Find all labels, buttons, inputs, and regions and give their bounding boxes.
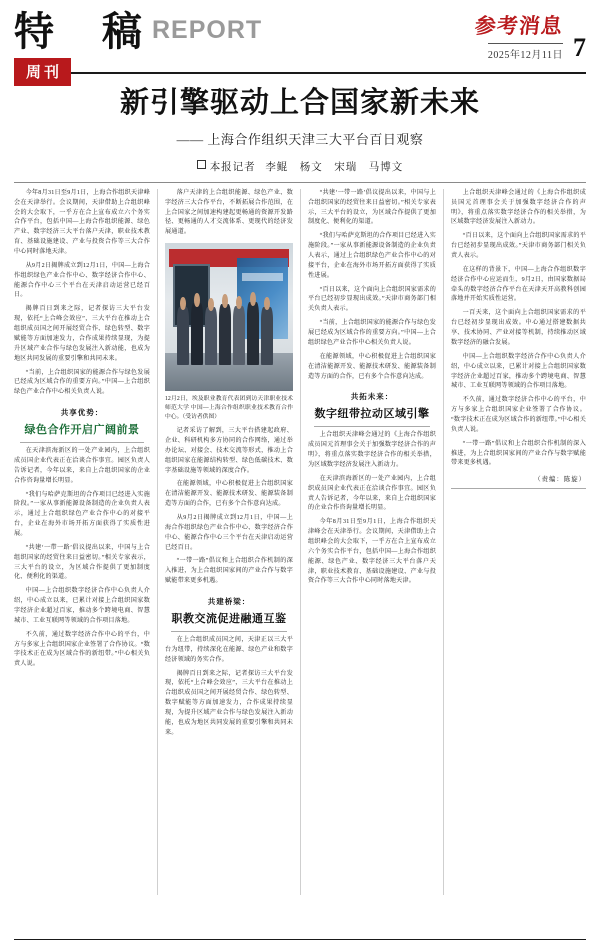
- section-title-text: 绿色合作开启广阔前景: [24, 424, 140, 437]
- paragraph: 今年8月31日至9月1日，上海合作组织天津峰会在天津举行。会议期间，天津借助上合组织峰会的大会取下，一乎方在合上宣布成立六个务实合作平台，包括中国—上海合作组织能源、绿色产业、数字经济三大平台落户天津，职业技术教育、基础设施建设、产业与投资合作等三大合作中心同时落地天津。: [14, 189, 150, 256]
- column-end-divider: [451, 488, 586, 489]
- paragraph: “百日以来，这个面向上合组织国家需求的平台已经初步显现出成效。”天津市商务部门相关负责人表示。: [308, 286, 436, 313]
- paragraph: 在天津滨海新区的一处产业园内，上合组织成员国企业代表正在洽谈合作事宜。园区负责人告诉记者，今年以来，来自上合组织国家的企业合作咨询量增长明显。: [308, 475, 436, 512]
- paragraph: 从9月2日揭牌成立到12月1日，中国—上海合作组织绿色产业合作中心、数字经济合作中心、能源合作中心三个平台在天津启动运营已经百日。: [165, 515, 293, 551]
- brand-logo: 参考消息: [473, 14, 565, 38]
- paragraph: 中国—上合组织数字经济合作中心负责人介绍，中心成立以来，已累计对接上合组织国家数字经济企业超过百家，推动多个跨境电商、智慧城市、工业互联网等领域的合作项目落地。: [14, 588, 150, 624]
- section-kicker: 共拓未来：: [350, 392, 394, 402]
- page-number: 7: [573, 33, 586, 62]
- paragraph: “我们与哈萨克斯坦的合作项目已经进入实施阶段。”一家从事新能源设备制造的企业负责人表示，通过上合组织绿色产业合作中心的对接平台，企业在海外市场开拓方面获得了实质性进展。: [308, 233, 436, 279]
- photo-caption-line2: 中国—上海合作组织职业技术教育合作中心。（受访者供图）: [165, 405, 293, 421]
- photo-person: [177, 307, 189, 365]
- page-title: 新引擎驱动上合国家新未来: [119, 87, 480, 119]
- paragraph: 在能源领域，中心积极促进上合组织国家在清洁能源开发、能源技术研发、能源装备制造等方面的合作，已有多个合作意向达成。: [308, 353, 436, 380]
- paragraph: “当前，上合组织国家的能源合作与绿色发展已经成为区域合作的重要方向。”中国—上合组织绿色产业合作中心相关负责人说。: [14, 369, 150, 396]
- photo-person: [219, 304, 231, 364]
- header-divider: [14, 182, 586, 183]
- article-photo: [165, 243, 293, 391]
- paragraph: 落户天津的上合组织能源、绿色产业、数字经济三大合作平台，不断拓展合作范围，在上合国家之间加速构建起更畅通的资源开发路径、更畅通的人才交流体系、更现代的经济发展通道。: [165, 189, 293, 236]
- masthead-left: [14, 10, 262, 86]
- column-3: [300, 189, 443, 895]
- paragraph: 在天津滨海新区的一处产业园内，上合组织成员国企业代表正在洽谈合作事宜。园区负责人告诉记者，今年以来，来自上合组织国家的企业合作咨询量增长明显。: [14, 448, 150, 484]
- section-heading-1: [14, 407, 150, 443]
- photo-person: [191, 303, 203, 364]
- paragraph: 中国—上合组织数字经济合作中心负责人介绍，中心成立以来，已累计对接上合组织国家数字经济企业超过百家，推动多个跨境电商、智慧城市、工业互联网等领域的合作项目落地。: [451, 353, 586, 390]
- paragraph: 在能源领域，中心积极促进上合组织国家在清洁能源开发、能源技术研发、能源装备制造等方面的合作，已有多个合作意向达成。: [165, 481, 293, 508]
- paragraph: “我们与哈萨克斯坦的合作项目已经进入实施阶段。”一家从事新能源设备制造的企业负责人表示，通过上合组织绿色产业合作中心的对接平台，企业在海外市场开拓方面获得了实质性进展。: [14, 491, 150, 537]
- paragraph: 记者采访了解到，三大平台搭建起政府、企业、科研机构多方协同的合作网络，通过举办论坛、对接会、技术交流等形式，推动上合组织国家在能源结构转型、绿色低碳技术、数字基础设施等领域的深度合作。: [165, 428, 293, 474]
- weekly-badge: 周刊: [14, 58, 71, 86]
- column-2: [157, 189, 300, 895]
- section-title-latin: REPORT: [152, 16, 263, 44]
- paragraph: 揭牌百日到来之际，记者探访三大平台发现，依托“上合峰会效应”，三大平台在推动上合组织成员国之间开展经贸合作、绿色转型、数字赋能等方面加速发力，合作成果持续显现，为提升区域产业合作与绿色发展注入新动能，也成为地区共同发展的重要引擎和共同未来。: [14, 306, 150, 362]
- section-heading-2: [165, 596, 293, 632]
- article-signoff: （责编：陈旋）: [534, 476, 586, 484]
- publication-date: 2025年12月11日: [488, 43, 563, 61]
- paragraph: 上合组织天津峰会通过的《上海合作组织成员国元首理事会关于加强数字经济合作的声明》，将重点落实数字经济合作的相关举措，为区域数字经济发展注入新动力。: [451, 189, 586, 226]
- section-title-text: 数字纽带拉动区域引擎: [314, 408, 430, 421]
- paragraph: 在上合组织成员国之间，天津正以三大平台为纽带，持续深化在能源、绿色产业和数字经济领域的务实合作。: [165, 637, 293, 663]
- paragraph: “共建‘一带一路’倡议提出以来，中国与上合组织国家的经贸往来日益密切。”相关专家表示，三大平台的设立，为区域合作提供了更加制度化、便利化的渠道。: [14, 544, 150, 581]
- photo-caption-line1: 12月2日，埃及职业教育代表团到访天津职业技术师范大学: [165, 396, 293, 412]
- section-divider: [171, 631, 287, 632]
- paragraph: “百日以来，这个面向上合组织国家需求的平台已经初步显现出成效。”天津市商务部门相关负责人表示。: [451, 233, 586, 260]
- paragraph: 不久前，通过数字经济合作中心的平台，中方与多家上合组织国家企业签署了合作协议。“数字技术正在成为区域合作的新纽带。”中心相关负责人说。: [14, 631, 150, 668]
- byline-role: 本报记者: [209, 161, 256, 173]
- byline-marker-icon: [197, 160, 206, 169]
- paragraph: 今年8月31日至9月1日，上海合作组织天津峰会在天津举行。会议期间，天津借助上合组织峰会的大会取下，一乎方在合上宣布成立六个务实合作平台，包括中国—上海合作组织能源、绿色产业、数字经济三大平台落户天津，职业技术教育、基础设施建设、产业与投资合作等三大合作中心同时落地天津。: [308, 519, 436, 585]
- photo-caption: [165, 395, 293, 422]
- section-heading-3: [308, 391, 436, 427]
- article-columns: [14, 189, 586, 895]
- paragraph: “一带一路”倡议和上合组织合作机制的深入推进，为上合组织国家间的产业合作与数字赋能带来更多机遇。: [165, 558, 293, 585]
- section-divider: [314, 426, 430, 427]
- paragraph: “一带一路”倡议和上合组织合作机制的深入推进，为上合组织国家间的产业合作与数字赋能带来更多机遇。: [451, 440, 586, 467]
- paragraph: 不久前，通过数字经济合作中心的平台，中方与多家上合组织国家企业签署了合作协议。“数字技术正在成为区域合作的新纽带。”中心相关负责人说。: [451, 397, 586, 433]
- paragraph: 从9月2日揭牌成立到12月1日，中国—上海合作组织绿色产业合作中心、数字经济合作中心、能源合作中心三个平台在天津启动运营已经百日。: [14, 262, 150, 299]
- section-kicker: 共享优势：: [60, 408, 104, 418]
- section-title: 特 稿: [14, 9, 146, 54]
- photo-person: [233, 306, 245, 365]
- photo-person: [247, 302, 259, 364]
- paragraph: 一百天来，这个面向上合组织国家需求的平台已经初步显现出成效。中心通过搭建数据共享、技术协同、产业对接等机制，持续推动区域数字经济的融合发展。: [451, 310, 586, 346]
- section-title-text: 职教交流促进融通互鉴: [171, 613, 287, 626]
- paragraph: 上合组织天津峰会通过的《上海合作组织成员国元首理事会关于加强数字经济合作的声明》，将重点落实数字经济合作的相关举措，为区域数字经济发展注入新动力。: [308, 432, 436, 468]
- paragraph: “共建‘一带一路’倡议提出以来，中国与上合组织国家的经贸往来日益密切。”相关专家表示，三大平台的设立，为区域合作提供了更加制度化、便利化的渠道。: [308, 189, 436, 226]
- column-1: [14, 189, 157, 895]
- page-bottom-rule: [14, 939, 586, 940]
- photo-person: [261, 307, 273, 365]
- subheadline: —— 上海合作组织天津三大平台百日观察: [176, 131, 424, 147]
- photo-person: [205, 307, 217, 364]
- paragraph: 在这样的背景下，中国—上海合作组织数字经济合作中心应运而生，9月2日，由国家数据局牵头的数字经济合作平台在天津天开高教科创园落地并开始实质性运营。: [451, 266, 586, 303]
- photo-people-group: [175, 282, 283, 365]
- masthead: [14, 9, 586, 81]
- masthead-right: [475, 10, 586, 61]
- column-4: [443, 189, 586, 895]
- paragraph: 揭牌百日到来之际，记者探访三大平台发现，依托“上合峰会效应”，三大平台在推动上合组织成员国之间开展经贸合作、绿色转型、数字赋能等方面加速发力，合作成果持续显现，为提升区域产业合作与绿色发展注入新动能，也成为地区共同发展的重要引擎和共同未来。: [165, 670, 293, 736]
- section-kicker: 共建桥梁：: [207, 597, 251, 607]
- byline: [14, 159, 586, 174]
- byline-names: 李鲲 杨文 宋瑞 马博文: [265, 161, 404, 173]
- section-divider: [20, 442, 144, 443]
- paragraph: “当前，上合组织国家的能源合作与绿色发展已经成为区域合作的重要方向。”中国—上合组织绿色产业合作中心相关负责人说。: [308, 320, 436, 346]
